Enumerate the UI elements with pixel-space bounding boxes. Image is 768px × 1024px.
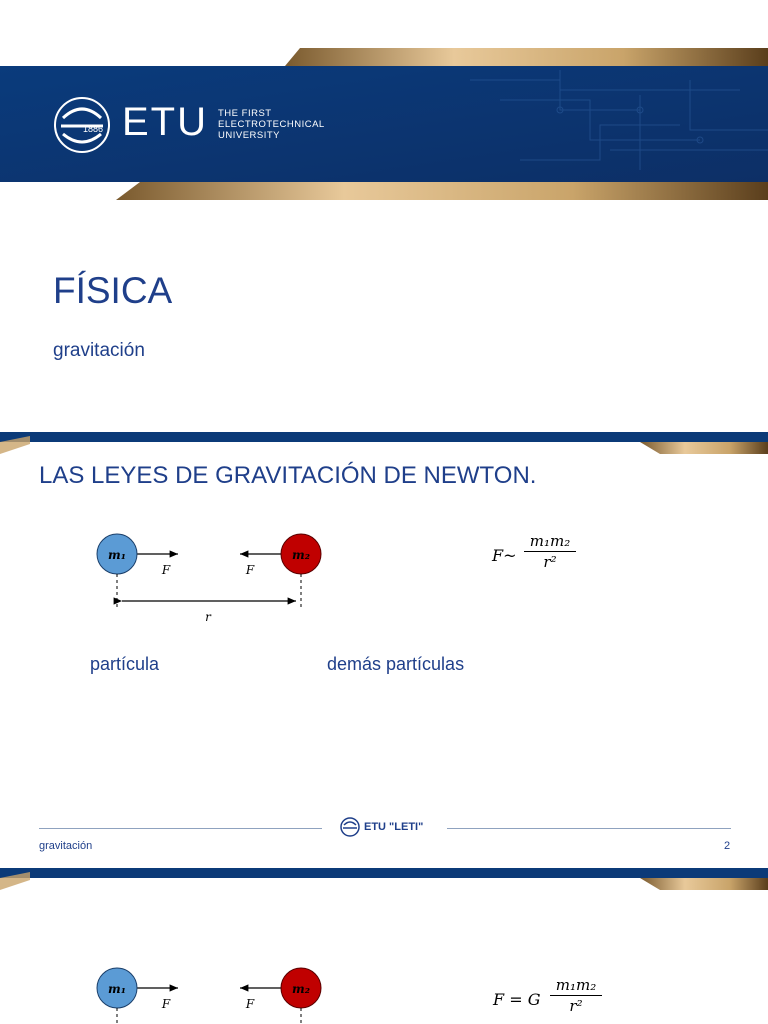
force-label-1: F — [161, 563, 171, 577]
slide-top-band — [0, 432, 768, 454]
title-slide — [0, 0, 768, 432]
header-banner — [0, 0, 768, 210]
force-diagram — [80, 527, 340, 627]
formula-numerator: m₁m₂ — [529, 532, 571, 550]
fraction-bar — [524, 551, 576, 552]
footer-line-right — [447, 828, 731, 829]
tagline-line-1: THE FIRST — [218, 108, 272, 119]
mass-1-label: m₁ — [108, 982, 126, 996]
slide-title: LAS LEYES DE GRAVITACIÓN DE NEWTON. — [39, 462, 537, 489]
footer-line-left — [39, 828, 322, 829]
newton-law-slide-2 — [0, 868, 768, 1024]
label-particle: partícula — [90, 654, 160, 674]
formula-numerator: m₁m₂ — [555, 976, 597, 994]
formula-fraction — [548, 976, 604, 1015]
formula-fraction — [522, 532, 578, 571]
distance-label: r — [205, 610, 211, 624]
gold-stripe-bottom — [116, 182, 768, 200]
slide-title: FÍSICA — [53, 270, 173, 311]
mass-2-label: m₂ — [292, 982, 310, 996]
force-diagram — [80, 961, 340, 1024]
footer-logo-text: ETU "LETI" — [364, 821, 424, 833]
formula-newton — [493, 990, 540, 1009]
tagline-line-2: ELECTROTECHNICAL — [218, 119, 325, 130]
formula-rel: ~ — [503, 546, 517, 565]
footer-logo — [340, 817, 423, 837]
brand-name: ETU — [122, 100, 208, 144]
mass-2-label: m₂ — [292, 548, 310, 562]
formula-lhs: F — [492, 546, 504, 565]
etu-logo — [53, 96, 111, 154]
force-label-2: F — [245, 563, 255, 577]
formula-rel: = — [509, 990, 523, 1009]
force-label-1: F — [161, 997, 171, 1011]
formula-denominator: r² — [543, 553, 557, 571]
etu-emblem-icon — [53, 96, 111, 154]
brand-year: 1886 — [83, 124, 104, 134]
footer-topic: gravitación — [39, 840, 93, 852]
force-label-2: F — [245, 997, 255, 1011]
formula-proportional — [492, 546, 517, 565]
gold-stripe-top — [285, 48, 768, 66]
formula-lhs: F — [493, 990, 505, 1009]
newton-law-slide — [0, 432, 768, 868]
formula-const: G — [527, 990, 541, 1009]
navy-band — [0, 66, 768, 182]
slide-subtitle: gravitación — [53, 340, 145, 361]
mass-1-label: m₁ — [108, 548, 126, 562]
etu-emblem-small-icon — [340, 817, 360, 837]
brand-tagline — [218, 108, 325, 141]
tagline-line-3: UNIVERSITY — [218, 130, 281, 141]
slide-top-band — [0, 868, 768, 890]
label-other-particles: demás partículas — [327, 654, 465, 674]
formula-denominator: r² — [569, 997, 583, 1015]
fraction-bar — [550, 995, 602, 996]
page-number: 2 — [724, 840, 731, 852]
